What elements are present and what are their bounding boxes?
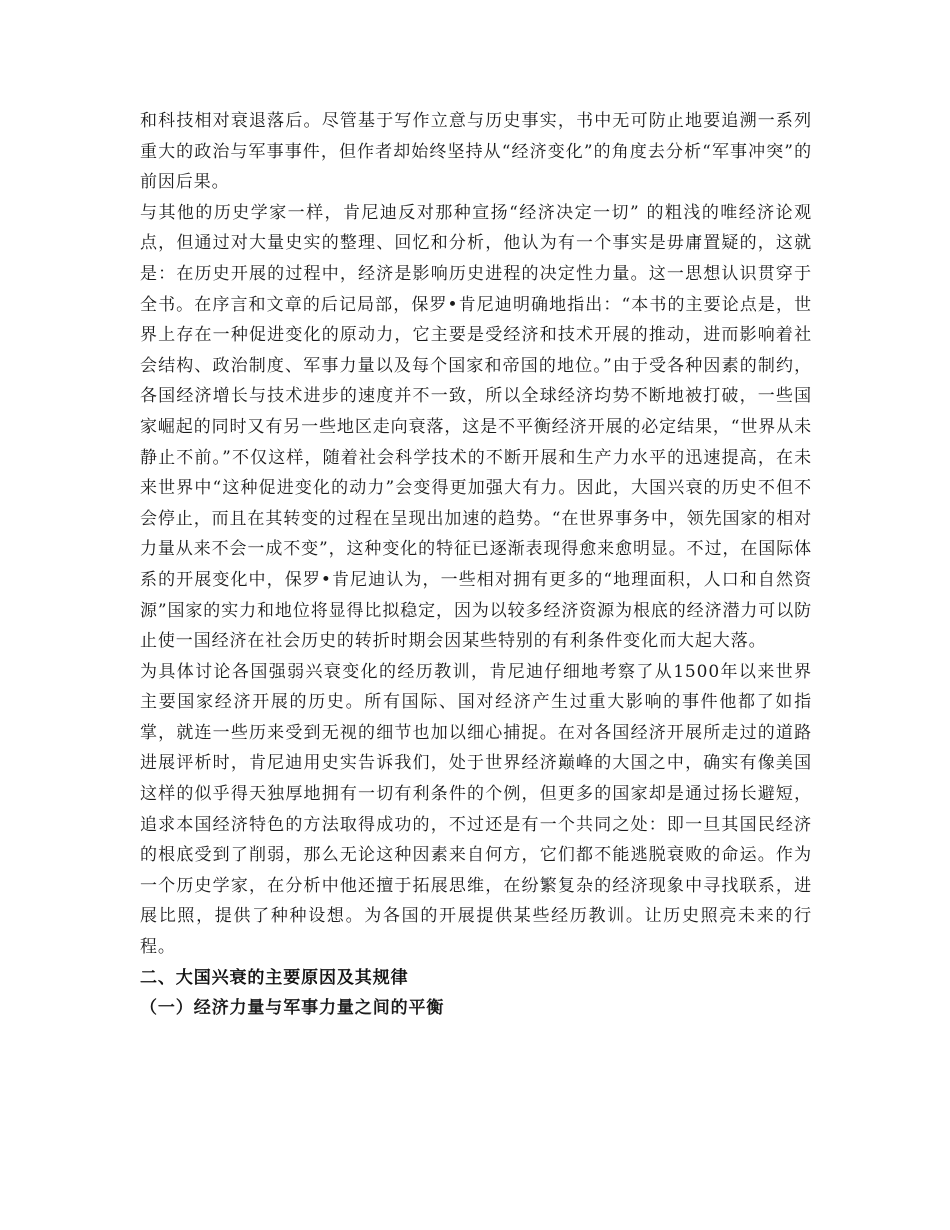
section-heading: 二、大国兴衰的主要原因及其规律: [140, 967, 409, 988]
paragraph-1: 和科技相对衰退落后。尽管基于写作立意与历史事实，书中无可防止地要追溯一系列重大的政治与军事事件，但作者却始终坚持从“经济变化”的角度去分析“军事冲突”的前因后果。: [140, 111, 812, 193]
subsection-heading: （一）经济力量与军事力量之间的平衡: [140, 998, 445, 1019]
paragraph-3: 为具体讨论各国强弱兴衰变化的经历教训，肯尼迪仔细地考察了从1500年以来世界主要国家经济开展的历史。所有国际、国对经济产生过重大影响的事件他都了如指掌，就连一些历来受到无视的细节也加以细心捕捉。在对各国经济开展所走过的道路进展评析时，肯尼迪用史实告诉我们，处于世界经济巅峰的大国之中，确实有像美国这样的似乎得天独厚地拥有一切有利条件的个例，但更多的国家却是通过扬长避短，追求本国经济特色的方法取得成功的，不过还是有一个共同之处：即一旦其国民经济的根底受到了削弱，那么无论这种因素来自何方，它们都不能逃脱衰败的命运。作为一个历史学家，在分析中他还擅于拓展思维，在纷繁复杂的经济现象中寻找联系，进展比照，提供了种种设想。为各国的开展提供某些经历教训。让历史照亮未来的行程。: [140, 661, 812, 958]
document-body: [140, 106, 812, 1024]
paragraph-2: 与其他的历史学家一样，肯尼迪反对那种宣扬“经济决定一切” 的粗浅的唯经济论观点，但通过对大量史实的整理、回忆和分析，他认为有一个事实是毋庸置疑的，这就是：在历史开展的过程中，经济是影响历史进程的决定性力量。这一思想认识贯穿于全书。在序言和文章的后记局部，保罗•肯尼迪明确地指出：“本书的主要论点是，世界上存在一种促进变化的原动力，它主要是受经济和技术开展的推动，进而影响着社会结构、政治制度、军事力量以及每个国家和帝国的地位。”由于受各种因素的制约，各国经济增长与技术进步的速度并不一致，所以全球经济均势不断地被打破，一些国家崛起的同时又有另一些地区走向衰落，这是不平衡经济开展的必定结果，“世界从未静止不前。”不仅这样，随着社会科学技术的不断开展和生产力水平的迅速提高，在未来世界中“这种促进变化的动力”会变得更加强大有力。因此，大国兴衰的历史不但不会停止，而且在其转变的过程在呈现出加速的趋势。“在世界事务中，领先国家的相对力量从来不会一成不变”，这种变化的特征已逐渐表现得愈来愈明显。不过，在国际体系的开展变化中，保罗•肯尼迪认为，一些相对拥有更多的“地理面积，人口和自然资源”国家的实力和地位将显得比拟稳定，因为以较多经济资源为根底的经济潜力可以防止使一国经济在社会历史的转折时期会因某些特别的有利条件变化而大起大落。: [140, 202, 812, 652]
